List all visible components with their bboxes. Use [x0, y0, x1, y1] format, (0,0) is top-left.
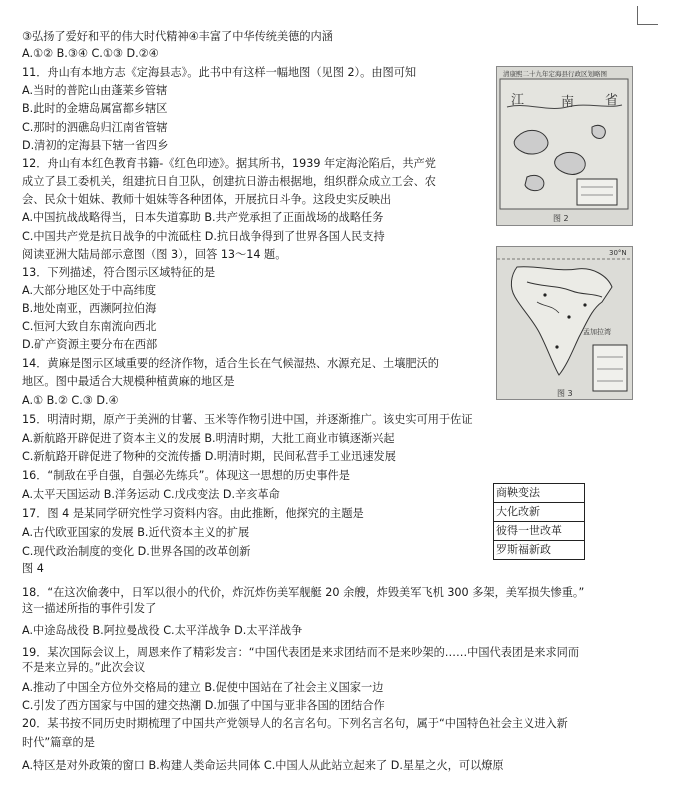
figure-4-row: 大化改新 — [494, 502, 584, 521]
text-line: B.地处南亚，西濒阿拉伯海 — [22, 302, 157, 315]
text-line: 这一描述所指的事件引发了 — [22, 602, 157, 615]
text-line: A.中途岛战役 B.阿拉曼战役 C.太平洋战争 D.太平洋战争 — [22, 624, 303, 637]
figure-3-map — [496, 246, 633, 400]
text-line: A.大部分地区处于中高纬度 — [22, 284, 157, 297]
text-line: A.特区是对外政策的窗口 B.构建人类命运共同体 C.中国人从此站立起来了 D.星星之火，可以燎原 — [22, 759, 504, 772]
text-line: A.①② B.③④ C.①③ D.②④ — [22, 47, 159, 60]
figure-3-caption: 图 3 — [557, 389, 573, 398]
text-line: 不是来立异的。”此次会议 — [22, 661, 146, 674]
text-line: C.新航路开辟促进了物种的交流传播 D.明清时期，民间私营手工业迅速发展 — [22, 450, 396, 463]
figure-4-row: 彼得一世改革 — [494, 521, 584, 540]
text-line: 11．舟山有本地方志《定海县志》。此书中有这样一幅地图（见图 2）。由图可知 — [22, 66, 417, 79]
text-line: 会、民众十姐妹、教师十姐妹等各种团体，开展抗日斗争。这段史实反映出 — [22, 193, 392, 206]
figure-3-bay-label: 孟加拉湾 — [583, 328, 611, 336]
text-line: 15．明清时期，原产于美洲的甘薯、玉米等作物引进中国，并逐渐推广。该史实可用于佐证 — [22, 413, 473, 426]
figure-4-row: 商鞅变法 — [496, 486, 540, 499]
figure-2-region-nan: 南 — [561, 95, 575, 110]
text-line: B.此时的金塘岛属富都乡辖区 — [22, 102, 168, 115]
text-line: D.矿产资源主要分布在西部 — [22, 338, 158, 351]
text-line: 时代”篇章的是 — [22, 736, 95, 749]
figure-2-map — [496, 66, 633, 226]
page-corner-mark — [637, 6, 658, 25]
text-line: 阅读亚洲大陆局部示意图（图 3），回答 13～14 题。 — [22, 248, 287, 261]
text-line: A.古代欧亚国家的发展 B.近代资本主义的扩展 — [22, 526, 250, 539]
text-line: C.恒河大致自东南流向西北 — [22, 320, 157, 333]
figure-2-caption: 图 2 — [553, 214, 569, 223]
text-line: A.① B.② C.③ D.④ — [22, 394, 119, 407]
text-line: 18．“在这次偷袭中，日军以很小的代价，炸沉炸伤美军舰艇 20 余艘，炸毁美军飞机 300 多架，美军损失惨重。” — [22, 586, 585, 599]
text-line: A.新航路开辟促进了资本主义的发展 B.明清时期，大批工商业市镇逐渐兴起 — [22, 432, 395, 445]
text-line: A.太平天国运动 B.洋务运动 C.戊戌变法 D.辛亥革命 — [22, 488, 280, 501]
text-line: 16．“制敌在乎自强，自强必先练兵”。体现这一思想的历史事件是 — [22, 469, 350, 482]
text-line: 14．黄麻是图示区域重要的经济作物，适合生长在气候湿热、水源充足、土壤肥沃的 — [22, 357, 439, 370]
text-line: A.推动了中国全方位外交格局的建立 B.促使中国站在了社会主义国家一边 — [22, 681, 384, 694]
text-line: 20．某书按不同历史时期梳理了中国共产党领导人的名言名句。下列名言名句，属于“中国特色社会主义进入新 — [22, 717, 568, 730]
text-line: C.那时的泗礁岛归江南省管辖 — [22, 121, 168, 134]
figure-3-drawing — [497, 247, 632, 399]
text-line: C.现代政治制度的变化 D.世界各国的改革创新 — [22, 545, 251, 558]
figure-3-latitude: 30°N — [609, 249, 627, 257]
text-line: A.中国抗战战略得当，日本失道寡助 B.共产党承担了正面战场的战略任务 — [22, 211, 384, 224]
figure-4-row: 罗斯福新政 — [494, 540, 584, 559]
text-line: 19．某次国际会议上，周恩来作了精彩发言：“中国代表团是来求团结而不是来吵架的……中国代表团是来求同而 — [22, 646, 580, 659]
text-line: 成立了县工委机关，组建抗日自卫队，创建抗日游击根据地，组织群众成立工会、农 — [22, 175, 436, 188]
text-line: 17．图 4 是某同学研究性学习资料内容。由此推断，他探究的主题是 — [22, 507, 364, 520]
text-line: 13．下列描述，符合图示区域特征的是 — [22, 266, 216, 279]
figure-2-title: 清康熙二十九年定海县行政区划略图 — [503, 70, 607, 78]
figure-2-region-sheng: 省 — [605, 93, 619, 108]
text-line: ③弘扬了爱好和平的伟大时代精神④丰富了中华传统美德的内涵 — [22, 30, 333, 43]
text-line: 12．舟山有本红色教育书籍-《红色印迹》。据其所书，1939 年定海沦陷后，共产党 — [22, 157, 436, 170]
text-line: 图 4 — [22, 562, 44, 575]
text-line: A.当时的普陀山由蓬莱乡管辖 — [22, 84, 168, 97]
figure-4-table — [493, 483, 585, 560]
text-line: C.中国共产党是抗日战争的中流砥柱 D.抗日战争得到了世界各国人民支持 — [22, 230, 385, 243]
text-line: C.引发了西方国家与中国的建交热潮 D.加强了中国与亚非各国的团结合作 — [22, 699, 385, 712]
figure-2-region-jiang: 江 — [511, 93, 525, 108]
text-line: D.清初的定海县下辖一省四乡 — [22, 139, 169, 152]
text-line: 地区。图中最适合大规模种植黄麻的地区是 — [22, 375, 235, 388]
